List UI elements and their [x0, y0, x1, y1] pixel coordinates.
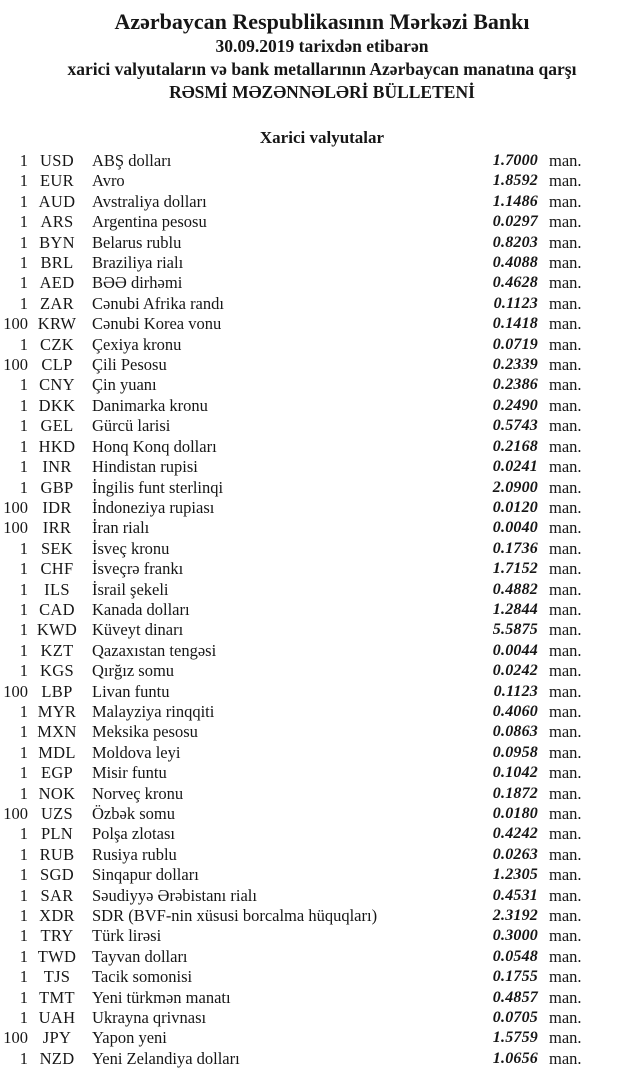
- currency-quantity: 1: [19, 824, 28, 844]
- rate-value: 0.1736: [492, 539, 538, 557]
- currency-code: EUR: [40, 171, 74, 191]
- currency-name: ABŞ dolları: [92, 151, 172, 170]
- currency-quantity: 1: [19, 395, 28, 415]
- currency-code: ZAR: [40, 293, 74, 313]
- currency-quantity: 1: [19, 906, 28, 926]
- rate-row: [0, 1049, 620, 1069]
- rate-row: [0, 906, 620, 926]
- rate-value: 0.0548: [492, 947, 538, 965]
- rate-row: [0, 682, 620, 702]
- currency-quantity: 1: [19, 253, 28, 273]
- rate-value: 0.2386: [492, 376, 538, 394]
- rate-value: 0.4531: [492, 886, 538, 904]
- rate-row: [0, 192, 620, 212]
- currency-name: Türk lirəsi: [92, 926, 162, 946]
- currency-code: UAH: [38, 1008, 76, 1028]
- subject-line: xarici valyutaların və bank metallarının Azərbaycan manatına qarşı: [67, 59, 577, 79]
- rate-value: 0.4882: [492, 580, 538, 598]
- currency-code: DKK: [38, 395, 76, 415]
- currency-name: Rusiya rublu: [92, 844, 177, 864]
- rate-value: 0.0241: [492, 458, 538, 476]
- currency-code: UZS: [40, 804, 74, 823]
- currency-code: ILS: [44, 579, 70, 599]
- rate-row: [0, 171, 620, 191]
- rate-value: 1.1486: [492, 192, 538, 210]
- currency-quantity: 1: [19, 457, 28, 477]
- currency-name: Gürcü larisi: [92, 416, 171, 436]
- currency-quantity: 1: [19, 171, 28, 191]
- currency-name: Misir funtu: [92, 763, 167, 783]
- currency-code: XDR: [39, 906, 75, 926]
- rate-row: [0, 763, 620, 783]
- manat-unit-label: man.: [549, 681, 582, 701]
- currency-code: TMT: [39, 987, 75, 1007]
- manat-unit-label: man.: [549, 212, 582, 232]
- currency-quantity: 1: [19, 742, 28, 762]
- manat-unit-label: man.: [549, 191, 582, 211]
- currency-code: ARS: [40, 212, 74, 232]
- manat-unit-label: man.: [549, 559, 582, 579]
- rate-row: [0, 253, 620, 273]
- rate-row: [0, 967, 620, 987]
- currency-quantity: 1: [19, 946, 28, 966]
- manat-unit-label: man.: [549, 355, 582, 375]
- currency-name: Hindistan rupisi: [92, 457, 198, 477]
- rate-value: 1.2305: [492, 866, 538, 884]
- manat-unit-label: man.: [549, 273, 582, 293]
- rate-row: [0, 539, 620, 559]
- manat-unit-label: man.: [549, 436, 582, 456]
- rate-row: [0, 416, 620, 436]
- manat-unit-label: man.: [549, 1028, 582, 1048]
- currency-code: AED: [39, 273, 75, 293]
- manat-unit-label: man.: [549, 477, 582, 497]
- rate-value: 0.2339: [492, 356, 538, 374]
- rate-value: 0.0958: [492, 743, 538, 761]
- currency-name: Yeni Zelandiya dolları: [92, 1048, 240, 1068]
- rate-row: [0, 784, 620, 804]
- currency-code: SEK: [40, 538, 74, 558]
- manat-unit-label: man.: [549, 518, 582, 538]
- manat-unit-label: man.: [549, 926, 582, 946]
- currency-code: KWD: [36, 620, 78, 640]
- manat-unit-label: man.: [549, 497, 582, 517]
- manat-unit-label: man.: [549, 722, 582, 742]
- rate-row: [0, 559, 620, 579]
- rate-row: [0, 886, 620, 906]
- manat-unit-label: man.: [549, 783, 582, 803]
- manat-unit-label: man.: [549, 293, 582, 313]
- currency-code: NOK: [38, 783, 76, 803]
- manat-unit-label: man.: [549, 171, 582, 191]
- manat-unit-label: man.: [549, 804, 582, 823]
- currency-name: Meksika pesosu: [92, 722, 198, 742]
- manat-unit-label: man.: [549, 416, 582, 436]
- currency-quantity: 1: [19, 559, 28, 579]
- currency-name: Küveyt dinarı: [92, 620, 184, 640]
- rate-value: 0.1123: [493, 294, 538, 312]
- currency-name: Çili Pesosu: [92, 355, 167, 375]
- currency-code: KGS: [40, 661, 74, 681]
- currency-code: KZT: [40, 640, 74, 660]
- currency-code: RUB: [39, 844, 75, 864]
- rate-value: 0.1418: [492, 315, 538, 333]
- currency-name: Tacik somonisi: [92, 967, 193, 987]
- currency-code: SGD: [40, 865, 74, 885]
- currency-code: CLP: [41, 355, 73, 375]
- document-header: [26, 8, 618, 104]
- rate-row: [0, 1028, 620, 1048]
- currency-name: İndoneziya rupiası: [92, 497, 215, 517]
- rate-value: 0.0297: [492, 213, 538, 231]
- currency-quantity: 100: [3, 314, 28, 334]
- manat-unit-label: man.: [549, 620, 582, 640]
- currency-name: Avstraliya dolları: [92, 191, 207, 211]
- currency-name: Cənubi Korea vonu: [92, 314, 222, 334]
- rate-row: [0, 151, 620, 171]
- currency-name: Yeni türkmən manatı: [92, 987, 231, 1007]
- currency-quantity: 1: [19, 865, 28, 885]
- rate-row: [0, 233, 620, 253]
- manat-unit-label: man.: [549, 967, 582, 987]
- currency-code: INR: [42, 457, 72, 477]
- rate-row: [0, 600, 620, 620]
- currency-quantity: 1: [19, 212, 28, 232]
- manat-unit-label: man.: [549, 375, 582, 395]
- manat-unit-label: man.: [549, 253, 582, 273]
- rate-row: [0, 947, 620, 967]
- rate-value: 0.0263: [492, 845, 538, 863]
- currency-quantity: 100: [3, 804, 28, 823]
- currency-code: BRL: [40, 253, 74, 273]
- rate-value: 0.5743: [492, 417, 538, 435]
- currency-name: Qazaxıstan tengəsi: [92, 640, 217, 660]
- currency-name: Çin yuanı: [92, 375, 157, 395]
- manat-unit-label: man.: [549, 538, 582, 558]
- currency-quantity: 1: [19, 293, 28, 313]
- currency-quantity: 1: [19, 436, 28, 456]
- currency-name: Belarus rublu: [92, 232, 182, 252]
- currency-code: BYN: [39, 232, 75, 252]
- rate-row: [0, 804, 620, 824]
- currency-quantity: 100: [3, 518, 28, 538]
- manat-unit-label: man.: [549, 579, 582, 599]
- rate-value: 2.3192: [492, 907, 538, 925]
- exchange-rates-table: [0, 151, 620, 1069]
- manat-unit-label: man.: [549, 1008, 582, 1028]
- rate-row: [0, 926, 620, 946]
- currency-code: MDL: [38, 742, 76, 762]
- rate-value: 0.0180: [492, 805, 538, 822]
- currency-name: Polşa zlotası: [92, 824, 175, 844]
- currency-name: Livan funtu: [92, 681, 170, 701]
- currency-quantity: 1: [19, 416, 28, 436]
- currency-quantity: 1: [19, 967, 28, 987]
- rate-row: [0, 824, 620, 844]
- manat-unit-label: man.: [549, 661, 582, 681]
- currency-name: Səudiyyə Ərəbistanı rialı: [92, 885, 257, 905]
- currency-quantity: 1: [19, 579, 28, 599]
- currency-quantity: 1: [19, 151, 28, 170]
- currency-code: LBP: [41, 681, 73, 701]
- currency-name: Braziliya rialı: [92, 253, 184, 273]
- currency-quantity: 100: [3, 355, 28, 375]
- manat-unit-label: man.: [549, 946, 582, 966]
- effective-date-line: 30.09.2019 tarixdən etibarən: [215, 36, 429, 56]
- manat-unit-label: man.: [549, 701, 582, 721]
- currency-quantity: 1: [19, 599, 28, 619]
- rate-row: [0, 457, 620, 477]
- currency-name: Honq Konq dolları: [92, 436, 217, 456]
- currency-name: Danimarka kronu: [92, 395, 208, 415]
- currency-code: IRR: [42, 518, 72, 538]
- rate-row: [0, 518, 620, 538]
- manat-unit-label: man.: [549, 640, 582, 660]
- manat-unit-label: man.: [549, 865, 582, 885]
- rate-row: [0, 702, 620, 722]
- currency-name: Tayvan dolları: [92, 946, 188, 966]
- currency-name: Cənubi Afrika randı: [92, 293, 224, 313]
- currency-code: USD: [40, 151, 74, 170]
- currency-code: GEL: [40, 416, 74, 436]
- rate-value: 0.2168: [492, 437, 538, 455]
- manat-unit-label: man.: [549, 763, 582, 783]
- rate-row: [0, 498, 620, 518]
- currency-code: KRW: [37, 314, 77, 334]
- currency-quantity: 1: [19, 620, 28, 640]
- rate-value: 0.1872: [492, 784, 538, 802]
- rate-row: [0, 437, 620, 457]
- manat-unit-label: man.: [549, 1048, 582, 1068]
- rate-value: 1.7152: [492, 560, 538, 578]
- rate-value: 1.0656: [492, 1049, 538, 1067]
- currency-name: Avro: [92, 171, 125, 191]
- currency-name: BƏƏ dirhəmi: [92, 273, 183, 293]
- rate-row: [0, 661, 620, 681]
- rate-row: [0, 294, 620, 314]
- rate-value: 0.0705: [492, 1009, 538, 1027]
- currency-name: Kanada dolları: [92, 599, 190, 619]
- currency-name: SDR (BVF-nin xüsusi borcalma hüquqları): [92, 906, 378, 926]
- currency-quantity: 100: [3, 497, 28, 517]
- rate-row: [0, 355, 620, 375]
- currency-name: Yapon yeni: [92, 1028, 167, 1048]
- currency-name: İsveç kronu: [92, 538, 170, 558]
- currency-name: Norveç kronu: [92, 783, 184, 803]
- currency-quantity: 100: [3, 1028, 28, 1048]
- currency-code: CAD: [39, 599, 75, 619]
- rate-row: [0, 845, 620, 865]
- currency-quantity: 1: [19, 232, 28, 252]
- manat-unit-label: man.: [549, 232, 582, 252]
- rate-value: 0.1123: [493, 682, 538, 700]
- manat-unit-label: man.: [549, 457, 582, 477]
- currency-quantity: 1: [19, 926, 28, 946]
- rate-row: [0, 375, 620, 395]
- rate-row: [0, 478, 620, 498]
- manat-unit-label: man.: [549, 314, 582, 334]
- manat-unit-label: man.: [549, 987, 582, 1007]
- currency-name: Argentina pesosu: [92, 212, 207, 232]
- rate-row: [0, 396, 620, 416]
- currency-quantity: 1: [19, 1008, 28, 1028]
- rate-value: 0.0120: [492, 498, 538, 516]
- currency-name: İsveçrə frankı: [92, 559, 184, 579]
- currency-quantity: 100: [3, 681, 28, 701]
- rate-value: 1.8592: [492, 172, 538, 190]
- rate-row: [0, 743, 620, 763]
- currency-code: HKD: [38, 436, 76, 456]
- currency-code: CZK: [40, 334, 74, 354]
- currency-quantity: 1: [19, 701, 28, 721]
- currency-name: Ukrayna qrivnası: [92, 1008, 207, 1028]
- manat-unit-label: man.: [549, 742, 582, 762]
- currency-name: İngilis funt sterlinqi: [92, 477, 224, 497]
- rate-value: 2.0900: [492, 478, 538, 496]
- currency-quantity: 1: [19, 640, 28, 660]
- rate-value: 0.4628: [492, 274, 538, 292]
- currency-quantity: 1: [19, 334, 28, 354]
- currency-name: Çexiya kronu: [92, 334, 182, 354]
- currency-name: Özbək somu: [92, 804, 175, 823]
- currency-quantity: 1: [19, 1048, 28, 1068]
- manat-unit-label: man.: [549, 151, 582, 170]
- currency-code: IDR: [42, 497, 72, 517]
- rate-row: [0, 580, 620, 600]
- rate-row: [0, 335, 620, 355]
- manat-unit-label: man.: [549, 824, 582, 844]
- currency-name: Qırğız somu: [92, 661, 175, 681]
- currency-name: İsrail şekeli: [92, 579, 169, 599]
- currency-quantity: 1: [19, 844, 28, 864]
- rate-value: 0.1042: [492, 764, 538, 782]
- currency-quantity: 1: [19, 191, 28, 211]
- currency-quantity: 1: [19, 885, 28, 905]
- rate-row: [0, 722, 620, 742]
- currency-code: MXN: [37, 722, 77, 742]
- rate-value: 1.2844: [492, 600, 538, 618]
- rate-row: [0, 620, 620, 640]
- rate-value: 0.4242: [492, 825, 538, 843]
- manat-unit-label: man.: [549, 906, 582, 926]
- rate-row: [0, 865, 620, 885]
- rate-value: 1.5759: [492, 1029, 538, 1047]
- currency-code: JPY: [42, 1028, 72, 1048]
- rate-value: 0.0040: [492, 519, 538, 537]
- currency-quantity: 1: [19, 375, 28, 395]
- rate-value: 1.7000: [492, 152, 538, 169]
- currency-code: CNY: [39, 375, 75, 395]
- rate-value: 0.0242: [492, 662, 538, 680]
- currency-quantity: 1: [19, 273, 28, 293]
- currency-name: Malayziya rinqqiti: [92, 701, 215, 721]
- currency-name: Sinqapur dolları: [92, 865, 199, 885]
- manat-unit-label: man.: [549, 599, 582, 619]
- currency-quantity: 1: [19, 538, 28, 558]
- rate-row: [0, 212, 620, 232]
- currency-code: GBP: [40, 477, 74, 497]
- manat-unit-label: man.: [549, 395, 582, 415]
- rate-value: 0.0719: [492, 335, 538, 353]
- currency-quantity: 1: [19, 763, 28, 783]
- currency-quantity: 1: [19, 477, 28, 497]
- manat-unit-label: man.: [549, 885, 582, 905]
- rate-value: 0.0044: [492, 641, 538, 659]
- bulletin-title: RƏSMİ MƏZƏNNƏLƏRİ BÜLLETENİ: [169, 82, 475, 102]
- currency-code: PLN: [40, 824, 74, 844]
- currency-code: EGP: [40, 763, 74, 783]
- rate-row: [0, 273, 620, 293]
- currency-code: MYR: [37, 701, 77, 721]
- currency-quantity: 1: [19, 722, 28, 742]
- rate-row: [0, 314, 620, 334]
- bank-name: Azərbaycan Respublikasının Mərkəzi Bankı: [114, 9, 530, 34]
- currency-code: AUD: [38, 191, 76, 211]
- manat-unit-label: man.: [549, 844, 582, 864]
- rate-value: 0.1755: [492, 968, 538, 986]
- currency-name: Moldova leyi: [92, 742, 181, 762]
- rate-value: 0.2490: [492, 396, 538, 414]
- rate-value: 0.8203: [492, 233, 538, 251]
- rate-value: 0.0863: [492, 723, 538, 741]
- rate-row: [0, 988, 620, 1008]
- currency-quantity: 1: [19, 783, 28, 803]
- rate-value: 5.5875: [492, 621, 538, 639]
- currency-code: TJS: [43, 967, 71, 987]
- rate-row: [0, 641, 620, 661]
- section-title-foreign-currencies: Xarici valyutalar: [259, 128, 385, 147]
- manat-unit-label: man.: [549, 334, 582, 354]
- rate-value: 0.3000: [492, 927, 538, 945]
- rate-value: 0.4088: [492, 254, 538, 272]
- currency-code: TWD: [37, 946, 77, 966]
- rate-value: 0.4060: [492, 702, 538, 720]
- rate-row: [0, 1008, 620, 1028]
- currency-code: NZD: [39, 1048, 75, 1068]
- currency-name: İran rialı: [92, 518, 150, 538]
- currency-code: TRY: [40, 926, 74, 946]
- rate-value: 0.4857: [492, 988, 538, 1006]
- currency-quantity: 1: [19, 987, 28, 1007]
- currency-code: SAR: [40, 885, 74, 905]
- currency-quantity: 1: [19, 661, 28, 681]
- currency-code: CHF: [40, 559, 74, 579]
